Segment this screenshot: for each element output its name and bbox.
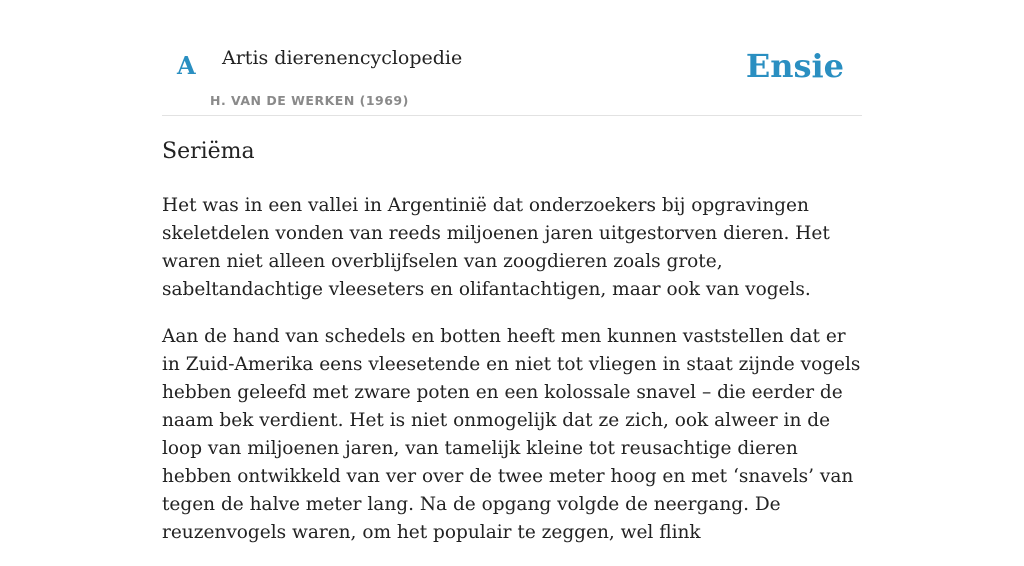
entry-content (162, 138, 862, 566)
entry-title: Seriëma (162, 139, 255, 164)
entry-paragraph: Aan de hand van schedels en botten heeft men kunnen vaststellen dat er in Zuid-Amerika eens vleesetende en niet tot vliegen in staat zijnde vogels hebben geleefd met zware poten en een kolossale snavel – die eerder de naam bek verdient. Het is niet onmogelijk dat ze zich, ook alweer in de loop van miljoenen jaren, van tamelijk kleine tot reusachtige dieren hebben ontwikkeld van ver over de twee meter hoog en met ‘snavels’ van tegen de halve meter lang. Na de opgang volgde de neergang. De reuzenvogels waren, om het populair te zeggen, wel flink (162, 325, 861, 543)
ensie-logo[interactable]: Ensie (745, 47, 844, 85)
letter-index-link[interactable]: A (177, 51, 196, 80)
entry-paragraph: Het was in een vallei in Argentinië dat onderzoekers bij opgravingen skeletdelen vonden van reeds miljoenen jaren uitgestorven dieren. Het waren niet alleen overblijfselen van zoogdieren zoals grote, sabeltandachtige vleeseters en olifantachtigen, maar ook van vogels. (162, 194, 830, 300)
header (162, 30, 862, 116)
book-title-link[interactable]: Artis dierenencyclopedie (222, 47, 463, 69)
book-author-year: H. VAN DE WERKEN (1969) (210, 93, 409, 108)
